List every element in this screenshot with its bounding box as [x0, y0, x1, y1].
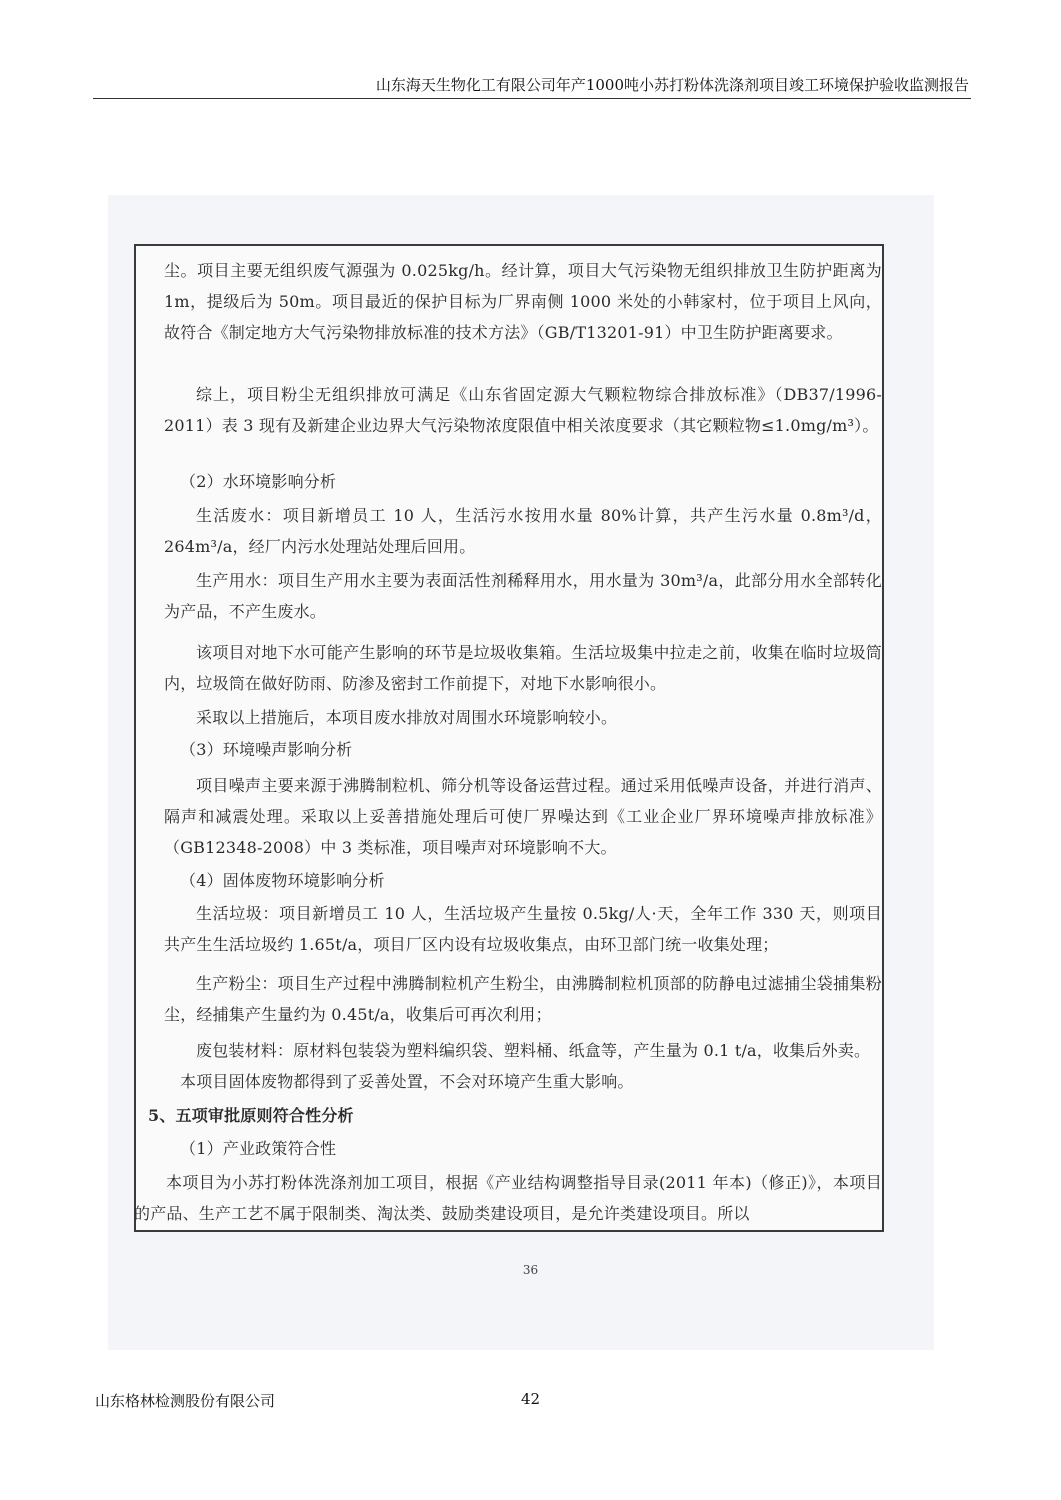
paragraph-packaging-waste: 废包装材料：原材料包装袋为塑料编织袋、塑料桶、纸盒等，产生量为 0.1 t/a，收集后外卖。 [196, 1041, 871, 1060]
paragraph-production-dust: 生产粉尘：项目生产过程中沸腾制粒机产生粉尘，由沸腾制粒机顶部的防静电过滤捕尘袋捕集粉尘，经捕集产生量约为 0.45t/a，收集后可再次利用； [164, 974, 882, 1024]
paragraph-domestic-wastewater: 生活废水：项目新增员工 10 人，生活污水按用水量 80%计算，共产生污水量 0.8m³/d，264m³/a，经厂内污水处理站处理后回用。 [164, 506, 882, 556]
paragraph-dust-summary: 综上，项目粉尘无组织排放可满足《山东省固定源大气颗粒物综合排放标准》（DB37/1996-2011）表 3 现有及新建企业边界大气污染物浓度限值中相关浓度要求（其它颗粒物≤1.0mg/m³）。 [164, 385, 882, 435]
paragraph-noise: 项目噪声主要来源于沸腾制粒机、筛分机等设备运营过程。通过采用低噪声设备，并进行消声、隔声和减震处理。采取以上妥善措施处理后可使厂界噪达到《工业企业厂界环境噪声排放标准》（GB12348-2008）中 3 类标准，项目噪声对环境影响不大。 [164, 776, 882, 857]
paragraph-dust-protection-distance: 尘。项目主要无组织废气源强为 0.025kg/h。经计算，项目大气污染物无组织排放卫生防护距离为 1m，提级后为 50m。项目最近的保护目标为厂界南侧 1000 米处的小韩家村，位于项目上风向，故符合《制定地方大气污染物排放标准的技术方法》（GB/T13201-91）中卫生防护距离要求。 [164, 261, 882, 342]
heading-solid-waste-impact: （4）固体废物环境影响分析 [180, 871, 385, 890]
heading-noise-impact: （3）环境噪声影响分析 [180, 740, 353, 759]
header-divider [93, 98, 971, 99]
heading-industrial-policy: （1）产业政策符合性 [180, 1139, 337, 1158]
paragraph-groundwater: 该项目对地下水可能产生影响的环节是垃圾收集箱。生活垃圾集中拉走之前，收集在临时垃圾筒内，垃圾筒在做好防雨、防渗及密封工作前提下，对地下水影响很小。 [164, 643, 882, 693]
footer-page-number: 42 [521, 1390, 541, 1408]
scanned-page-number: 36 [522, 1263, 539, 1277]
paragraph-domestic-garbage: 生活垃圾：项目新增员工 10 人，生活垃圾产生量按 0.5kg/人·天，全年工作 330 天，则项目共产生生活垃圾约 1.65t/a，项目厂区内设有垃圾收集点，由环卫部门统一收集处理； [164, 904, 882, 954]
heading-five-principles: 5、五项审批原则符合性分析 [148, 1106, 354, 1125]
footer-company-name: 山东格林检测股份有限公司 [95, 1392, 276, 1410]
paragraph-production-water: 生产用水：项目生产用水主要为表面活性剂稀释用水，用水量为 30m³/a，此部分用水全部转化为产品，不产生废水。 [164, 571, 882, 621]
paragraph-water-conclusion: 采取以上措施后，本项目废水排放对周围水环境影响较小。 [196, 708, 618, 727]
heading-water-impact: （2）水环境影响分析 [180, 472, 337, 491]
report-header-title: 山东海天生物化工有限公司年产1000吨小苏打粉体洗涤剂项目竣工环境保护验收监测报告 [375, 76, 969, 94]
paragraph-solid-waste-conclusion: 本项目固体废物都得到了妥善处置，不会对环境产生重大影响。 [180, 1072, 634, 1091]
paragraph-industrial-policy: 本项目为小苏打粉体洗涤剂加工项目，根据《产业结构调整指导目录(2011 年本)（修正)》，本项目的产品、生产工艺不属于限制类、淘汰类、鼓励类建设项目，是允许类建设项目。所以 [134, 1173, 882, 1223]
